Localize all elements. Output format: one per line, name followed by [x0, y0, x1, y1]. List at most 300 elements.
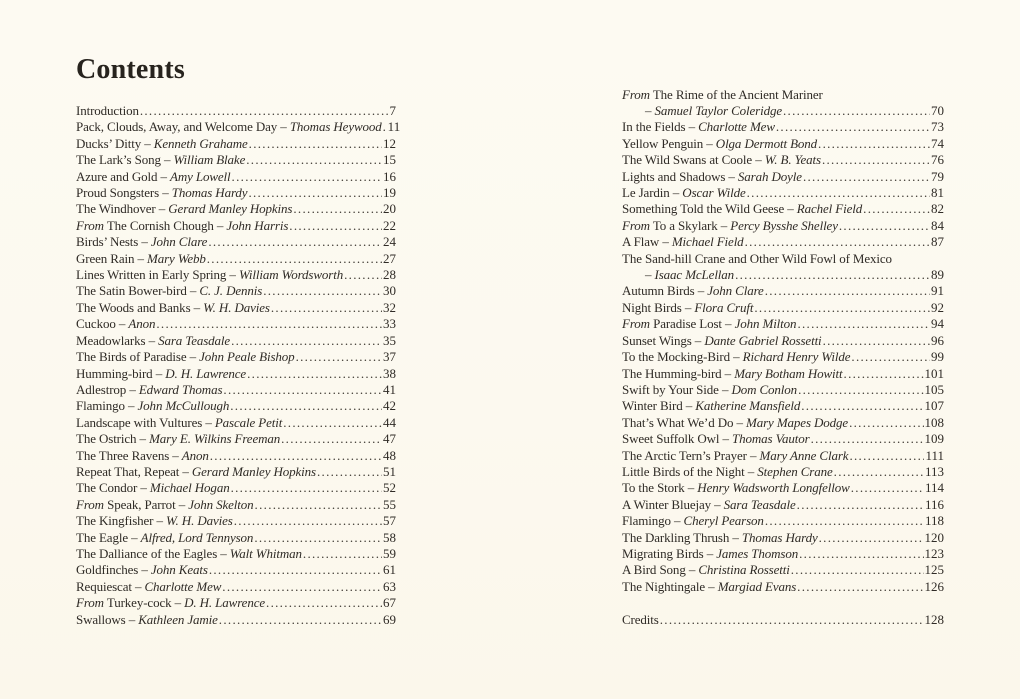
entry-page-number: 70: [931, 103, 944, 118]
dot-leader: [849, 415, 923, 431]
entry-author: – Samuel Taylor Coleridge: [645, 103, 782, 118]
toc-entry: [76, 267, 396, 283]
toc-entry-text: Sunset Wings – Dante Gabriel Rossetti: [622, 332, 822, 348]
dot-leader: [344, 267, 382, 283]
dot-leader: [222, 579, 382, 595]
entry-author: Thomas Vautor: [732, 431, 810, 447]
entry-author: W. B. Yeats: [764, 152, 821, 168]
toc-entry: [76, 316, 396, 332]
toc-entry: [622, 349, 944, 365]
toc-entry-text: The Wild Swans at Coole – W. B. Yeats: [622, 152, 821, 168]
dot-leader: [660, 612, 924, 628]
toc-entry: [76, 595, 396, 611]
toc-entry: [76, 283, 396, 299]
dot-leader: [783, 103, 930, 119]
toc-entry-text: Cuckoo – Anon: [76, 316, 156, 332]
dot-leader: [254, 530, 382, 546]
entry-page-number: 57: [383, 513, 396, 529]
entry-page-number: 101: [924, 365, 944, 381]
dot-leader: [851, 480, 924, 496]
dot-leader: [156, 316, 382, 332]
toc-entry-text: From Speak, Parrot – John Skelton: [76, 496, 254, 512]
dot-leader: [811, 431, 924, 447]
toc-entry: [76, 103, 396, 119]
toc-entry: [622, 382, 944, 398]
entry-author: Oscar Wilde: [682, 185, 746, 201]
entry-page-number: 15: [383, 152, 396, 168]
entry-author: Dante Gabriel Rossetti: [704, 332, 822, 348]
dot-leader: [208, 234, 382, 250]
entry-author: Rachel Field: [796, 201, 863, 217]
entry-page-number: 87: [931, 234, 944, 250]
entry-author: Mary Webb: [147, 250, 206, 266]
entry-page-number: 111: [925, 447, 944, 463]
entry-author: Mary Anne Clark: [759, 447, 849, 463]
dot-leader: [140, 103, 389, 119]
dot-leader: [797, 579, 923, 595]
toc-entry: [622, 152, 944, 168]
entry-page-number: 126: [924, 578, 944, 594]
entry-page-number: 99: [931, 349, 944, 365]
entry-page-number: 76: [931, 152, 944, 168]
toc-entry: [76, 201, 396, 217]
toc-entry-text: From Turkey-cock – D. H. Lawrence: [76, 595, 266, 611]
toc-entry: [76, 513, 396, 529]
entry-author: Cheryl Pearson: [683, 513, 764, 529]
toc-entry-text: The Three Ravens – Anon: [76, 447, 209, 463]
entry-author: Charlotte Mew: [144, 578, 222, 594]
dot-leader: [839, 218, 930, 234]
toc-entry: [76, 497, 396, 513]
toc-entry: [622, 530, 944, 546]
entry-author: Kenneth Grahame: [153, 135, 248, 151]
dot-leader: [849, 448, 924, 464]
toc-entry-text: Green Rain – Mary Webb: [76, 250, 206, 266]
dot-leader: [317, 464, 382, 480]
entry-page-number: 32: [383, 299, 396, 315]
toc-entry: [76, 431, 396, 447]
dot-leader: [383, 119, 387, 135]
entry-author: Mary Botham Howitt: [734, 365, 843, 381]
toc-entry-text: The Darkling Thrush – Thomas Hardy: [622, 529, 818, 545]
dot-leader: [209, 562, 382, 578]
dot-leader: [248, 185, 382, 201]
dot-leader: [844, 366, 924, 382]
dot-leader: [745, 234, 930, 250]
entry-author: Charlotte Mew: [698, 119, 775, 135]
toc-entry: [76, 464, 396, 480]
entry-author: John Harris: [226, 217, 289, 233]
entry-author: C. J. Dennis: [199, 283, 263, 299]
entry-page-number: 22: [383, 217, 396, 233]
toc-entry: [622, 431, 944, 447]
dot-leader: [776, 119, 930, 135]
entry-page-number: 38: [383, 365, 396, 381]
toc-entry-text: Something Told the Wild Geese – Rachel Field: [622, 201, 863, 217]
dot-leader: [765, 283, 930, 299]
dot-leader: [289, 218, 382, 234]
toc-entry: [622, 513, 944, 529]
toc-entry: [76, 169, 396, 185]
toc-entry: [76, 234, 396, 250]
entry-author: Olga Dermott Bond: [715, 135, 818, 151]
entry-author: Edward Thomas: [138, 381, 223, 397]
toc-entry-text: The Nightingale – Margiad Evans: [622, 578, 797, 594]
toc-entry: [622, 497, 944, 513]
toc-entry: [622, 201, 944, 217]
toc-entry: [76, 218, 396, 234]
toc-entry-text: The Condor – Michael Hogan: [76, 480, 230, 496]
toc-entry: [622, 448, 944, 464]
dot-leader: [207, 251, 382, 267]
toc-entry: [622, 366, 944, 382]
toc-entry-text: The Arctic Tern’s Prayer – Mary Anne Clark: [622, 447, 849, 463]
dot-leader: [803, 169, 930, 185]
toc-entry: [76, 349, 396, 365]
dot-leader: [210, 448, 382, 464]
entry-page-number: 94: [931, 316, 944, 332]
entry-page-number: 19: [383, 185, 396, 201]
entry-page-number: 89: [931, 267, 944, 283]
entry-author: Kathleen Jamie: [138, 611, 218, 627]
page-title: Contents: [76, 54, 185, 85]
entry-page-number: 74: [931, 135, 944, 151]
entry-author: Sarah Doyle: [737, 168, 802, 184]
entry-page-number: 125: [924, 562, 944, 578]
toc-entry-title-line: [622, 251, 944, 267]
entry-author: William Wordsworth: [238, 267, 344, 283]
toc-entry: [76, 579, 396, 595]
toc-entry-text: Humming-bird – D. H. Lawrence: [76, 365, 247, 381]
dot-leader: [249, 136, 382, 152]
entry-page-number: 30: [383, 283, 396, 299]
entry-author: Walt Whitman: [229, 545, 302, 561]
toc-entry: [76, 530, 396, 546]
toc-entry-text: Repeat That, Repeat – Gerard Manley Hopkins: [76, 463, 316, 479]
entry-page-number: 51: [383, 463, 396, 479]
entry-author: Sara Teasdale: [158, 332, 231, 348]
dot-leader: [798, 382, 923, 398]
entry-author: Stephen Crane: [757, 463, 833, 479]
entry-page-number: 28: [383, 267, 396, 283]
dot-leader: [797, 316, 930, 332]
toc-entry-title-line: [622, 87, 944, 103]
entry-page-number: 92: [931, 299, 944, 315]
entry-author: Percy Bysshe Shelley: [730, 217, 838, 233]
dot-leader: [799, 546, 923, 562]
entry-author: Michael Hogan: [149, 480, 230, 496]
entry-page-number: 11: [387, 119, 401, 135]
toc-entry: [622, 136, 944, 152]
entry-page-number: 105: [924, 381, 944, 397]
entry-page-number: 91: [931, 283, 944, 299]
toc-entry: [76, 398, 396, 414]
toc-entry: [76, 546, 396, 562]
entry-author: W. H. Davies: [166, 513, 233, 529]
dot-leader: [234, 513, 382, 529]
entry-page-number: 52: [383, 480, 396, 496]
toc-entry-text: [622, 103, 782, 119]
entry-from-prefix: From: [76, 496, 104, 512]
toc-entry-text: The Eagle – Alfred, Lord Tennyson: [76, 529, 254, 545]
toc-column-left: [76, 103, 401, 628]
entry-page-number: 109: [924, 431, 944, 447]
toc-entry-text: Adlestrop – Edward Thomas: [76, 381, 223, 397]
dot-leader: [834, 464, 924, 480]
entry-page-number: 128: [924, 611, 944, 627]
dot-leader: [246, 152, 382, 168]
toc-entry-text: The Dalliance of the Eagles – Walt Whitman: [76, 545, 302, 561]
toc-entry-text: That’s What We’d Do – Mary Mapes Dodge: [622, 414, 849, 430]
toc-entry: [76, 119, 401, 135]
toc-entry-text: Credits: [622, 611, 659, 627]
toc-entry: [622, 480, 944, 496]
entry-author: John Clare: [707, 283, 764, 299]
entry-page-number: 20: [383, 201, 396, 217]
entry-author: Thomas Heywood: [289, 119, 382, 135]
toc-column-right: [622, 87, 944, 628]
dot-leader: [230, 398, 382, 414]
toc-entry-text: Introduction: [76, 103, 139, 118]
toc-entry: [76, 300, 396, 316]
toc-entry-text: The Windhover – Gerard Manley Hopkins: [76, 201, 293, 217]
entry-page-number: 41: [383, 381, 396, 397]
toc-entry-text: Goldfinches – John Keats: [76, 562, 208, 578]
entry-page-number: 67: [383, 595, 396, 611]
dot-leader: [735, 267, 930, 283]
toc-entry: [76, 612, 396, 628]
toc-entry-text: Swallows – Kathleen Jamie: [76, 611, 218, 627]
entry-author: Mary Mapes Dodge: [746, 414, 849, 430]
toc-entry: [622, 562, 944, 578]
dot-leader: [754, 300, 930, 316]
entry-page-number: 81: [931, 185, 944, 201]
dot-leader: [801, 398, 923, 414]
toc-entry-text: Flamingo – John McCullough: [76, 398, 230, 414]
toc-entry: [622, 333, 944, 349]
dot-leader: [823, 333, 930, 349]
entry-author: Sara Teasdale: [723, 496, 796, 512]
toc-entry: [76, 333, 396, 349]
entry-page-number: 35: [383, 332, 396, 348]
toc-entry-text: Lines Written in Early Spring – William Wordsworth: [76, 267, 344, 283]
toc-entry: [622, 464, 944, 480]
entry-author: Dom Conlon: [731, 381, 798, 397]
toc-entry-text: The Woods and Banks – W. H. Davies: [76, 299, 270, 315]
toc-entry-text: Ducks’ Ditty – Kenneth Grahame: [76, 135, 248, 151]
toc-entry-text: Night Birds – Flora Cruft: [622, 299, 754, 315]
dot-leader: [281, 431, 382, 447]
toc-entry-text: The Humming-bird – Mary Botham Howitt: [622, 365, 843, 381]
dot-leader: [255, 497, 382, 513]
entry-author: Richard Henry Wilde: [742, 349, 851, 365]
dot-leader: [822, 152, 930, 168]
toc-entry: [622, 218, 944, 234]
toc-entry-text: Azure and Gold – Amy Lowell: [76, 168, 231, 184]
entry-page-number: 61: [383, 562, 396, 578]
dot-leader: [223, 382, 382, 398]
entry-author: James Thomson: [716, 545, 799, 561]
entry-author: Amy Lowell: [170, 168, 231, 184]
entry-from-prefix: From: [622, 86, 650, 102]
toc-entry: [76, 415, 396, 431]
entry-author: John McCullough: [137, 398, 230, 414]
entry-page-number: 37: [383, 349, 396, 365]
entry-author: Anon: [128, 316, 156, 332]
entry-author: Pascale Petit: [214, 414, 283, 430]
dot-leader: [303, 546, 382, 562]
toc-entry-text: A Winter Bluejay – Sara Teasdale: [622, 496, 796, 512]
entry-author: Michael Field: [671, 234, 744, 250]
entry-author: John Peale Bishop: [199, 349, 295, 365]
entry-page-number: 47: [383, 431, 396, 447]
toc-entry-continuation: [622, 267, 944, 283]
toc-entry-text: Birds’ Nests – John Clare: [76, 234, 208, 250]
dot-leader: [851, 349, 930, 365]
toc-entry: [76, 562, 396, 578]
toc-entry-text: From To a Skylark – Percy Bysshe Shelley: [622, 217, 838, 233]
toc-entry: [622, 546, 944, 562]
toc-entry-text: Pack, Clouds, Away, and Welcome Day – Thomas Heywood: [76, 119, 382, 135]
toc-entry-text: The Satin Bower-bird – C. J. Dennis: [76, 283, 263, 299]
toc-entry-text: Le Jardin – Oscar Wilde: [622, 185, 746, 201]
entry-from-prefix: From: [622, 217, 650, 233]
toc-entry-text: To the Mocking-Bird – Richard Henry Wilde: [622, 349, 851, 365]
toc-entry: [76, 152, 396, 168]
entry-page-number: 96: [931, 332, 944, 348]
toc-entry-text: From The Rime of the Ancient Mariner: [622, 86, 823, 102]
dot-leader: [283, 415, 382, 431]
dot-leader: [247, 366, 382, 382]
entry-author: John Skelton: [188, 496, 254, 512]
toc-entry-text: Requiescat – Charlotte Mew: [76, 578, 222, 594]
toc-entry: [622, 612, 944, 628]
entry-author: John Clare: [150, 234, 208, 250]
entry-page-number: 120: [924, 529, 944, 545]
entry-page-number: 12: [383, 135, 396, 151]
entry-page-number: 33: [383, 316, 396, 332]
toc-entry: [622, 119, 944, 135]
entry-author: Katherine Mansfield: [695, 398, 801, 414]
entry-page-number: 107: [924, 398, 944, 414]
dot-leader: [271, 300, 382, 316]
toc-entry-text: Autumn Birds – John Clare: [622, 283, 764, 299]
dot-leader: [219, 612, 382, 628]
dot-leader: [266, 595, 382, 611]
entry-page-number: 108: [924, 414, 944, 430]
entry-author: Henry Wadsworth Longfellow: [697, 480, 850, 496]
toc-entry: [76, 480, 396, 496]
entry-page-number: 116: [924, 496, 944, 512]
toc-entry-text: A Bird Song – Christina Rossetti: [622, 562, 790, 578]
toc-entry-text: The Sand-hill Crane and Other Wild Fowl of Mexico: [622, 250, 892, 266]
toc-entry: [76, 251, 396, 267]
entry-page-number: 55: [383, 496, 396, 512]
entry-page-number: 118: [924, 513, 944, 529]
dot-leader: [231, 333, 382, 349]
toc-entry-text: In the Fields – Charlotte Mew: [622, 119, 775, 135]
entry-author: Anon: [181, 447, 209, 463]
toc-entry: [76, 185, 396, 201]
entry-author: Thomas Hardy: [171, 185, 248, 201]
dot-leader: [797, 497, 924, 513]
toc-entry-text: Meadowlarks – Sara Teasdale: [76, 332, 231, 348]
entry-from-prefix: From: [622, 316, 650, 332]
dot-leader: [231, 480, 382, 496]
entry-page-number: 7: [389, 103, 396, 118]
toc-entry-text: Migrating Birds – James Thomson: [622, 545, 799, 561]
dot-leader: [263, 283, 382, 299]
toc-entry: [622, 316, 944, 332]
entry-author: Alfred, Lord Tennyson: [140, 529, 254, 545]
entry-from-prefix: From: [76, 595, 104, 611]
entry-page-number: 114: [924, 480, 944, 496]
entry-author: Gerard Manley Hopkins: [168, 201, 293, 217]
toc-entry-text: Lights and Shadows – Sarah Doyle: [622, 168, 802, 184]
toc-entry: [622, 169, 944, 185]
toc-entry-text: Flamingo – Cheryl Pearson: [622, 513, 764, 529]
toc-entry-text: The Ostrich – Mary E. Wilkins Freeman: [76, 431, 281, 447]
toc-entry-text: A Flaw – Michael Field: [622, 234, 744, 250]
toc-entry-text: [622, 267, 734, 283]
entry-page-number: 42: [383, 398, 396, 414]
entry-author: Gerard Manley Hopkins: [191, 463, 316, 479]
toc-entry-continuation: [622, 103, 944, 119]
entry-page-number: 63: [383, 578, 396, 594]
entry-author: D. H. Lawrence: [184, 595, 266, 611]
entry-page-number: 84: [931, 217, 944, 233]
entry-page-number: 48: [383, 447, 396, 463]
toc-entry: [622, 398, 944, 414]
entry-page-number: 27: [383, 250, 396, 266]
toc-entry-text: Winter Bird – Katherine Mansfield: [622, 398, 801, 414]
toc-entry-text: The Birds of Paradise – John Peale Bishop: [76, 349, 295, 365]
entry-author: John Milton: [734, 316, 797, 332]
toc-entry: [76, 366, 396, 382]
entry-page-number: 59: [383, 545, 396, 561]
toc-entry-text: The Lark’s Song – William Blake: [76, 152, 246, 168]
toc-entry-text: Landscape with Vultures – Pascale Petit: [76, 414, 283, 430]
dot-leader: [818, 136, 930, 152]
entry-author: D. H. Lawrence: [165, 365, 247, 381]
entry-author: Christina Rossetti: [698, 562, 790, 578]
toc-entry-text: The Kingfisher – W. H. Davies: [76, 513, 233, 529]
entry-page-number: 79: [931, 168, 944, 184]
dot-leader: [765, 513, 924, 529]
dot-leader: [232, 169, 382, 185]
toc-entry-text: To the Stork – Henry Wadsworth Longfellow: [622, 480, 850, 496]
entry-author: Flora Cruft: [694, 299, 754, 315]
toc-entry: [76, 448, 396, 464]
entry-author: – Isaac McLellan: [645, 267, 735, 283]
toc-entry: [76, 382, 396, 398]
entry-page-number: 44: [383, 414, 396, 430]
entry-author: John Keats: [150, 562, 208, 578]
toc-entry: [622, 415, 944, 431]
dot-leader: [791, 562, 924, 578]
dot-leader: [819, 530, 924, 546]
entry-author: Margiad Evans: [717, 578, 797, 594]
entry-page-number: 16: [383, 168, 396, 184]
toc-entry-text: Proud Songsters – Thomas Hardy: [76, 185, 248, 201]
toc-entry: [622, 283, 944, 299]
entry-page-number: 123: [924, 545, 944, 561]
toc-entry-text: From The Cornish Chough – John Harris: [76, 217, 289, 233]
dot-leader: [747, 185, 930, 201]
entry-page-number: 82: [931, 201, 944, 217]
entry-page-number: 58: [383, 529, 396, 545]
toc-entry: [622, 579, 944, 595]
